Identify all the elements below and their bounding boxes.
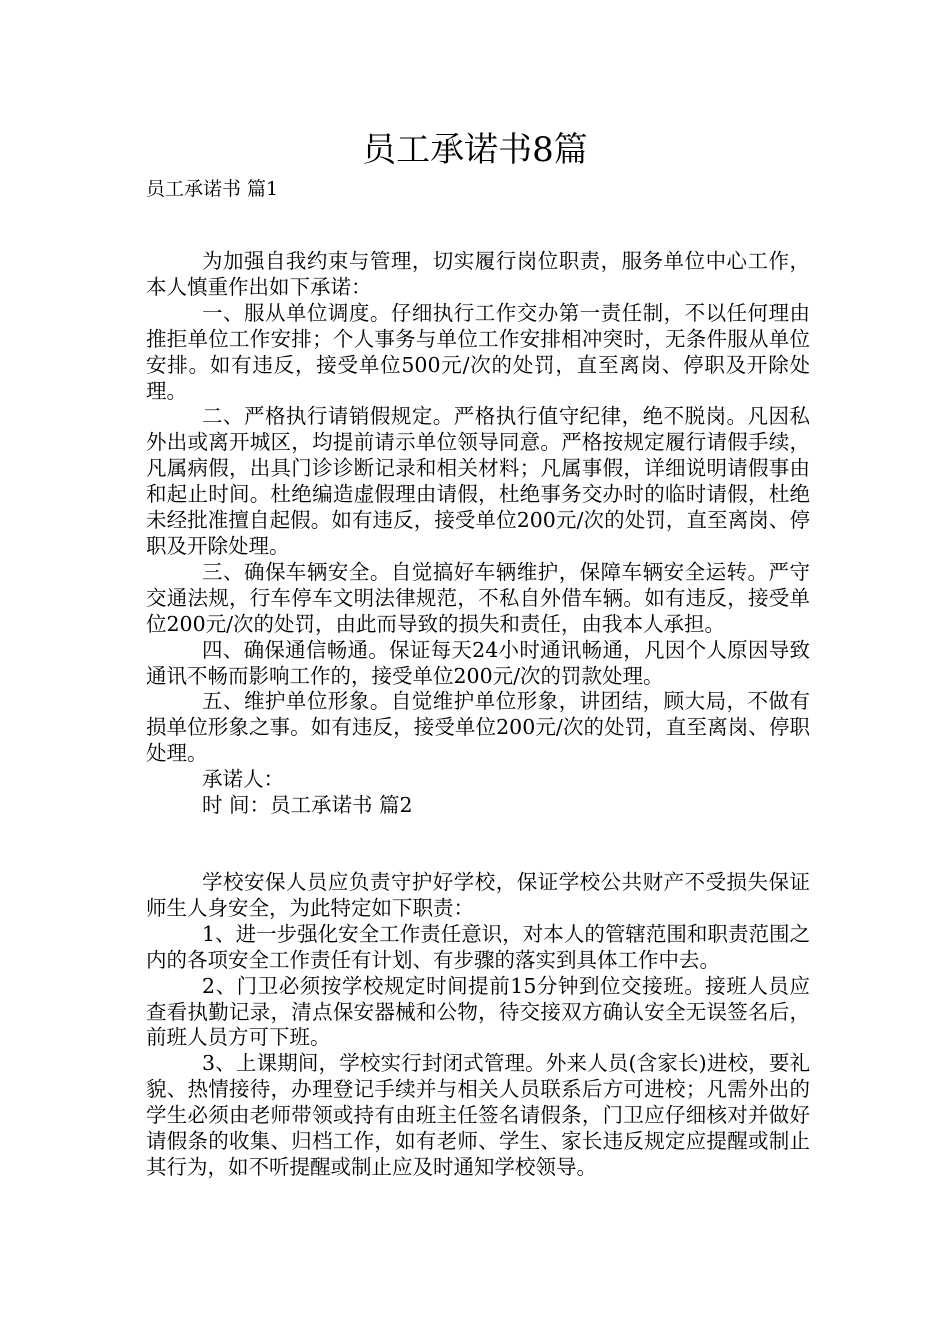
clause-paragraph-4: 四、确保通信畅通。保证每天24小时通讯畅通，凡因个人原因导致通讯不畅而影响工作的，接受单位200元/次的罚款处理。: [146, 637, 810, 688]
clause-paragraph-3: 三、确保车辆安全。自觉搞好车辆维护，保障车辆安全运转。严守交通法规，行车停车文明法律规范，不私自外借车辆。如有违反，接受单位200元/次的处罚，由此而导致的损失和责任，由我本人承担。: [146, 559, 810, 636]
section-heading-1: 员工承诺书 篇1: [146, 178, 279, 200]
duty-intro-paragraph: 学校安保人员应负责守护好学校，保证学校公共财产不受损失保证师生人身安全，为此特定如下职责：: [146, 870, 810, 920]
intro-paragraph: 为加强自我约束与管理，切实履行岗位职责，服务单位中心工作，本人慎重作出如下承诺：: [146, 249, 810, 299]
clause-paragraph-1: 一、服从单位调度。仔细执行工作交办第一责任制，不以任何理由推拒单位工作安排；个人事务与单位工作安排相冲突时，无条件服从单位安排。如有违反，接受单位500元/次的处罚，直至离岗、停职及开除处理。: [146, 300, 810, 403]
signer-label: 承诺人：: [202, 767, 284, 792]
duty-section-2: [146, 870, 810, 1181]
time-line: 时 间：员工承诺书 篇2: [202, 793, 413, 818]
commitment-section-1: [146, 249, 810, 819]
duty-paragraph-3: 3、上课期间，学校实行封闭式管理。外来人员(含家长)进校，要礼貌、热情接待，办理登记手续并与相关人员联系后方可进校；凡需外出的学生必须由老师带领或持有由班主任签名请假条，门卫应仔细核对并做好请假条的收集、归档工作，如有老师、学生、家长违反规定应提醒或制止其行为，如不听提醒或制止应及时通知学校领导。: [146, 1051, 810, 1179]
duty-paragraph-2: 2、门卫必须按学校规定时间提前15分钟到位交接班。接班人员应查看执勤记录，清点保安器械和公物，待交接双方确认安全无误签名后，前班人员方可下班。: [146, 973, 810, 1050]
clause-paragraph-2: 二、严格执行请销假规定。严格执行值守纪律，绝不脱岗。凡因私外出或离开城区，均提前请示单位领导同意。严格按规定履行请假手续，凡属病假，出具门诊诊断记录和相关材料；凡属事假，详细说明请假事由和起止时间。杜绝编造虚假理由请假，杜绝事务交办时的临时请假，杜绝未经批准擅自起假。如有违反，接受单位200元/次的处罚，直至离岗、停职及开除处理。: [146, 404, 810, 558]
duty-paragraph-1: 1、进一步强化安全工作责任意识，对本人的管辖范围和职责范围之内的各项安全工作责任有计划、有步骤的落实到具体工作中去。: [146, 921, 810, 972]
page-title: 员工承诺书8篇: [362, 130, 588, 170]
clause-paragraph-5: 五、维护单位形象。自觉维护单位形象，讲团结，顾大局，不做有损单位形象之事。如有违反，接受单位200元/次的处罚，直至离岗、停职处理。: [146, 689, 810, 766]
